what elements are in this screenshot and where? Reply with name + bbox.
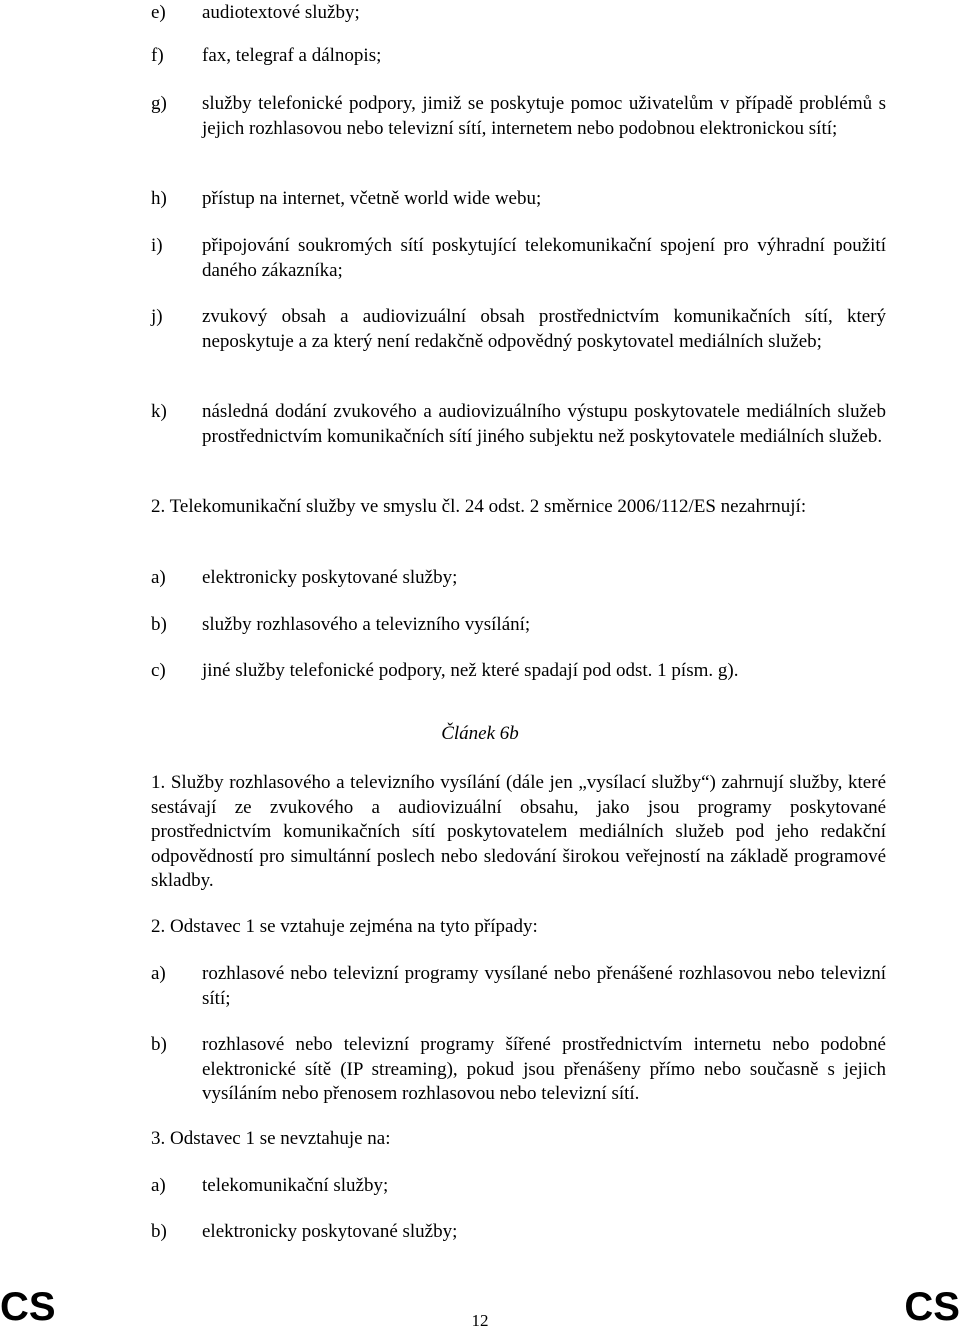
list-item-label: k) <box>151 401 167 422</box>
list-item-b <box>151 613 886 638</box>
list-item-label: a) <box>151 963 166 984</box>
list-item-text: služby rozhlasového a televizního vysílání; <box>202 614 531 635</box>
list-item-text: jiné služby telefonické podpory, než které spadají pod odst. 1 písm. g). <box>202 660 739 681</box>
list-item-text: fax, telegraf a dálnopis; <box>202 45 382 66</box>
list-item-label: a) <box>151 1175 166 1196</box>
list-item-label: j) <box>151 306 163 327</box>
list-item-b <box>151 1033 886 1107</box>
list-item-label: b) <box>151 614 167 635</box>
paragraph-2: 2. Telekomunikační služby ve smyslu čl. 24 odst. 2 směrnice 2006/112/ES nezahrnují: <box>151 496 807 517</box>
list-item-text: následná dodání zvukového a audiovizuálního výstupu poskytovatele mediálních služeb prostřednictvím komunikačních sítí jiného subjektu než poskytovatele mediálních služeb. <box>202 401 886 447</box>
list-item-label: a) <box>151 567 166 588</box>
list-item-a <box>151 566 886 591</box>
list-item-i <box>151 234 886 283</box>
list-item-text: rozhlasové nebo televizní programy vysílané nebo přenášené rozhlasovou nebo televizní sítí; <box>202 963 886 1009</box>
list-item-text: audiotextové služby; <box>202 2 360 23</box>
list-item-label: g) <box>151 93 167 114</box>
list-item-k <box>151 400 886 449</box>
list-item-j <box>151 305 886 354</box>
list-item-label: f) <box>151 45 164 66</box>
list-item-label: i) <box>151 235 163 256</box>
list-item-text: přístup na internet, včetně world wide webu; <box>202 188 542 209</box>
list-item-text: rozhlasové nebo televizní programy šířené prostřednictvím internetu nebo podobné elektronické sítě (IP streaming), pokud jsou přenášeny přímo nebo současně s jejich vysíláním nebo přenosem rozhlasovou nebo televizní sítí. <box>202 1034 886 1104</box>
list-item-label: h) <box>151 188 167 209</box>
list-item-b <box>151 1220 886 1245</box>
list-item-h <box>151 187 886 212</box>
list-item-text: zvukový obsah a audiovizuální obsah prostřednictvím komunikačních sítí, který neposkytuje a za který není redakčně odpovědný poskytovatel mediálních služeb; <box>202 306 886 352</box>
list-item-text: telekomunikační služby; <box>202 1175 389 1196</box>
article-heading: Článek 6b <box>441 723 519 744</box>
list-item-label: e) <box>151 2 166 23</box>
language-code-right: CS <box>904 1285 960 1329</box>
list-item-text: elektronicky poskytované služby; <box>202 567 458 588</box>
article-paragraph-3: 3. Odstavec 1 se nevztahuje na: <box>151 1128 391 1149</box>
list-item-c <box>151 659 886 684</box>
list-item-label: b) <box>151 1221 167 1242</box>
list-item-a <box>151 1174 886 1199</box>
list-item-a <box>151 962 886 1011</box>
list-item-g <box>151 92 886 141</box>
list-item-text: připojování soukromých sítí poskytující telekomunikační spojení pro výhradní použití daného zákazníka; <box>202 235 886 281</box>
list-item-label: c) <box>151 660 166 681</box>
list-item-text: služby telefonické podpory, jimiž se poskytuje pomoc uživatelům v případě problémů s jejich rozhlasovou nebo televizní sítí, internetem nebo podobnou elektronickou sítí; <box>202 93 886 139</box>
article-paragraph-2: 2. Odstavec 1 se vztahuje zejména na tyto případy: <box>151 916 538 937</box>
page-number: 12 <box>471 1311 489 1330</box>
list-item-label: b) <box>151 1034 167 1055</box>
language-code-left: CS <box>0 1285 56 1329</box>
article-paragraph-1: 1. Služby rozhlasového a televizního vysílání (dále jen „vysílací služby“) zahrnují služby, které sestávají ze zvukového a audiovizuální obsahu, jako jsou programy poskytované prostřednictvím komunikačních sítí poskytovatelem mediálních služeb pod jeho redakční odpovědností pro simultánní poslech nebo sledování širokou veřejností na základě programové skladby. <box>151 772 886 891</box>
list-item-e <box>151 1 886 26</box>
list-item-f <box>151 44 886 69</box>
list-item-text: elektronicky poskytované služby; <box>202 1221 458 1242</box>
